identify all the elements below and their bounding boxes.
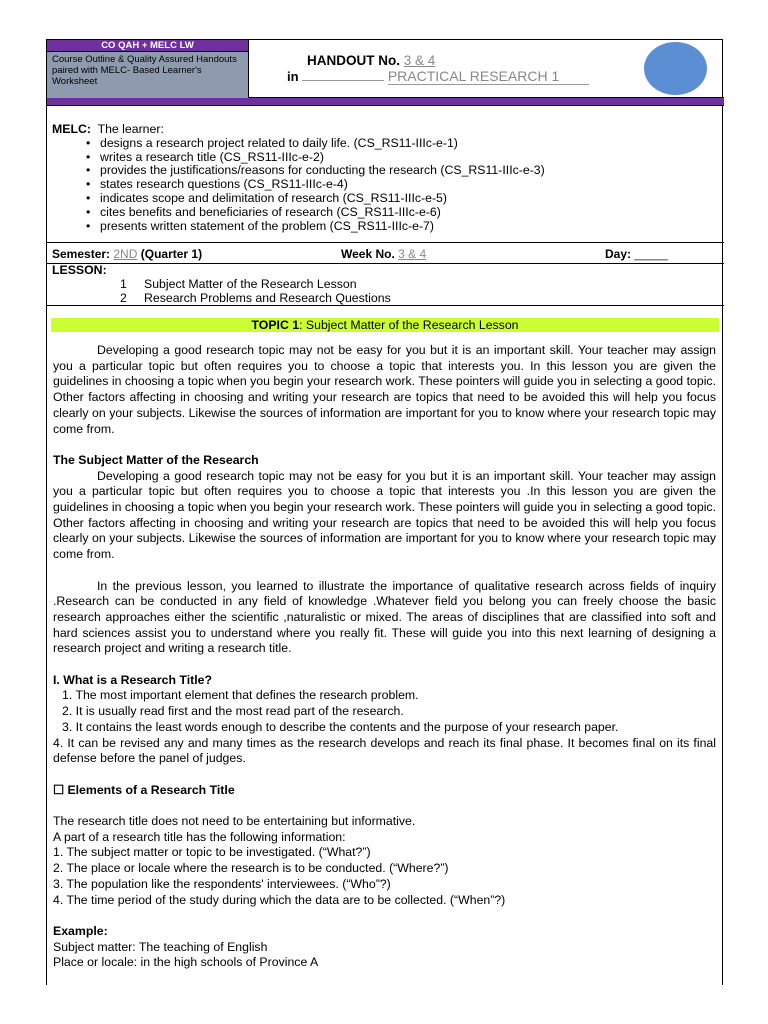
- week-value: 3 & 4: [398, 247, 427, 261]
- example-item: Subject matter: The teaching of English: [53, 939, 268, 954]
- intro-paragraph: Developing a good research topic may not be easy for you but it is an important skill. Your teacher may assign you a particular topic but often requires you to choose a topic that interests you. In this lesson you are given the guidelines in choosing a topic when you begin your research work. These pointers will guide you in selecting a good topic. Other factors affecting in choosing and writing your research are topics that need to be avoided this will help you focus clearly on your subjects. Likewise the sources of information are important for you to know where your research topic may come from.: [53, 343, 716, 436]
- research-title-item: 1. The most important element that defines the research problem.: [62, 688, 419, 703]
- melc-item: • provides the justifications/reasons for conducting the research (CS_RS11-IIIc-e-3): [86, 164, 712, 178]
- melc-label: MELC:: [52, 122, 91, 136]
- melc-item: • writes a research title (CS_RS11-IIIc-e-2): [86, 151, 712, 165]
- handout-page: [46, 39, 723, 985]
- lesson-item-text: Subject Matter of the Research Lesson: [144, 276, 357, 291]
- subject-matter-paragraph: Developing a good research topic may not be easy for you but it is an important skill. Your teacher may assign you a particular topic but often requires you to choose a topic that interests you .In this lesson you are given the guidelines in choosing a topic when you begin your research work. These pointers will guide you in selecting a good topic. Other factors affecting in choosing and writing your research are topics that need to be avoided this will help you focus clearly on your subjects. Likewise the sources of information are important for you to know where your research topic may come from.: [53, 468, 716, 562]
- lesson-section: [52, 264, 712, 305]
- element-item: 3. The population like the respondents' interviewees. (“Who”?): [53, 876, 391, 891]
- topic-prefix: TOPIC 1: [251, 318, 300, 332]
- melc-intro: The learner:: [97, 122, 164, 136]
- lesson-item: [120, 292, 712, 306]
- semester-value: 2ND: [113, 247, 138, 261]
- elements-heading: ☐ Elements of a Research Title: [53, 782, 235, 797]
- lesson-item-text: Research Problems and Research Questions: [144, 290, 391, 305]
- header-badge: CO QAH + MELC LW: [47, 40, 248, 52]
- research-title-heading: I. What is a Research Title?: [53, 672, 213, 687]
- in-label: in: [287, 69, 299, 84]
- melc-list: [86, 137, 712, 234]
- semester-quarter: (Quarter 1): [140, 247, 203, 261]
- lesson-item: [120, 278, 712, 292]
- research-title-item: 4. It can be revised any and many times as the research develops and reach its final phase. It becomes final on its final defense before the panel of judges.: [53, 735, 716, 766]
- elements-intro: The research title does not need to be entertaining but informative.: [53, 814, 416, 829]
- element-item: 1. The subject matter or topic to be investigated. (“What?”): [53, 845, 371, 860]
- example-heading: Example:: [53, 923, 108, 938]
- topic-title: : Subject Matter of the Research Lesson: [299, 318, 519, 332]
- header-description: Course Outline & Quality Assured Handouts paired with MELC- Based Learner's Worksheet: [52, 54, 237, 87]
- research-title-item: 3. It contains the least words enough to describe the contents and the purpose of your research paper.: [62, 719, 619, 734]
- lesson-label: LESSON:: [52, 263, 107, 277]
- school-logo: [644, 42, 707, 95]
- handout-title: [307, 53, 435, 68]
- element-item: 2. The place or locale where the research is to be conducted. (“Where?”): [53, 861, 449, 876]
- semester-row: [47, 242, 724, 264]
- subject-name: PRACTICAL RESEARCH 1: [388, 68, 589, 85]
- melc-item: • indicates scope and delimitation of research (CS_RS11-IIIc-e-5): [86, 192, 712, 206]
- day-label: Day:: [605, 247, 632, 261]
- handout-number: 3 & 4: [403, 53, 436, 68]
- week-label: Week No.: [341, 247, 395, 261]
- lesson-item-number: 1: [120, 276, 127, 291]
- subject-underline: [302, 70, 384, 81]
- header-divider: [47, 98, 724, 106]
- lesson-item-number: 2: [120, 290, 127, 305]
- lesson-divider: [47, 305, 724, 306]
- week-info: [341, 247, 426, 261]
- lesson-content: [53, 343, 716, 971]
- melc-item: • designs a research project related to daily life. (CS_RS11-IIIc-e-1): [86, 137, 712, 151]
- day-info: [605, 247, 668, 261]
- element-item: 4. The time period of the study during which the data are to be collected. (“When”?): [53, 892, 506, 907]
- day-value: _____: [634, 247, 668, 261]
- example-item: Place or locale: in the high schools of Province A: [53, 955, 319, 970]
- handout-header: [47, 40, 724, 98]
- previous-lesson-paragraph: In the previous lesson, you learned to illustrate the importance of qualitative research across fields of inquiry .Research can be conducted in any field of knowledge .Whatever field you belong you can freely choose the basic research approaches either the scientific ,naturalistic or mixed. The areas of disciplines that are classified into soft and hard sciences assist you to understand where you really fit. These will guide you into this next learning of designing a research project and writing a research title.: [53, 578, 716, 656]
- melc-section: [52, 123, 712, 233]
- melc-item: • states research questions (CS_RS11-IIIc-e-4): [86, 178, 712, 192]
- elements-intro: A part of a research title has the following information:: [53, 829, 346, 844]
- semester-label: Semester:: [52, 247, 111, 261]
- melc-item: • cites benefits and beneficiaries of research (CS_RS11-IIIc-e-6): [86, 206, 712, 220]
- topic-banner: [51, 318, 719, 332]
- subject-matter-heading: The Subject Matter of the Research: [53, 452, 259, 467]
- semester-info: [52, 247, 202, 261]
- research-title-item: 2. It is usually read first and the most read part of the research.: [62, 704, 404, 719]
- subject-line: [287, 68, 589, 84]
- melc-item: • presents written statement of the problem (CS_RS11-IIIc-e-7): [86, 220, 712, 234]
- header-info-box: [47, 40, 249, 98]
- handout-label: HANDOUT No.: [307, 53, 400, 68]
